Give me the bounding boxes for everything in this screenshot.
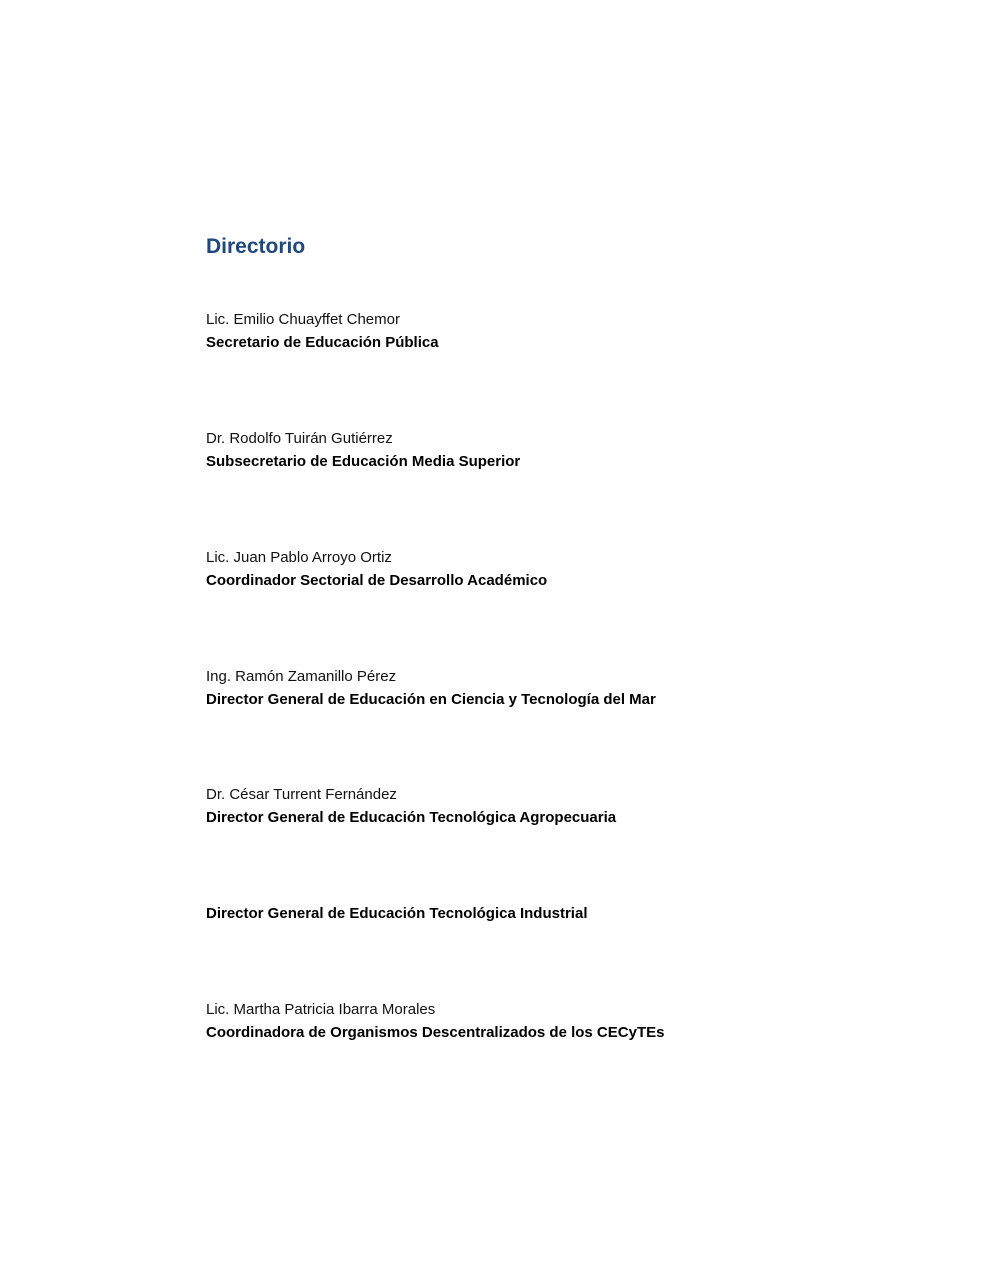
person-name: Lic. Martha Patricia Ibarra Morales bbox=[206, 1001, 436, 1018]
person-name: Lic. Emilio Chuayffet Chemor bbox=[206, 311, 400, 328]
directory-entry bbox=[206, 308, 906, 354]
person-role: Director General de Educación en Ciencia y Tecnología del Mar bbox=[206, 691, 656, 708]
person-name: Ing. Ramón Zamanillo Pérez bbox=[206, 668, 397, 685]
person-role: Director General de Educación Tecnológica Agropecuaria bbox=[206, 809, 617, 826]
person-name bbox=[206, 879, 906, 902]
directory-entry bbox=[206, 665, 906, 711]
person-name: Dr. César Turrent Fernández bbox=[206, 786, 397, 803]
person-role: Coordinador Sectorial de Desarrollo Académico bbox=[206, 572, 548, 589]
directory-entry bbox=[206, 998, 906, 1044]
person-role: Director General de Educación Tecnológica Industrial bbox=[206, 905, 588, 922]
person-name: Lic. Juan Pablo Arroyo Ortiz bbox=[206, 549, 392, 566]
page-title: Directorio bbox=[206, 235, 306, 258]
directory-entry bbox=[206, 546, 906, 592]
person-role: Secretario de Educación Pública bbox=[206, 334, 439, 351]
directory-entry bbox=[206, 879, 906, 925]
person-role: Coordinadora de Organismos Descentralizados de los CECyTEs bbox=[206, 1024, 665, 1041]
directory-entry bbox=[206, 783, 906, 829]
person-role: Subsecretario de Educación Media Superior bbox=[206, 453, 521, 470]
directory-entry bbox=[206, 427, 906, 473]
person-name: Dr. Rodolfo Tuirán Gutiérrez bbox=[206, 430, 393, 447]
